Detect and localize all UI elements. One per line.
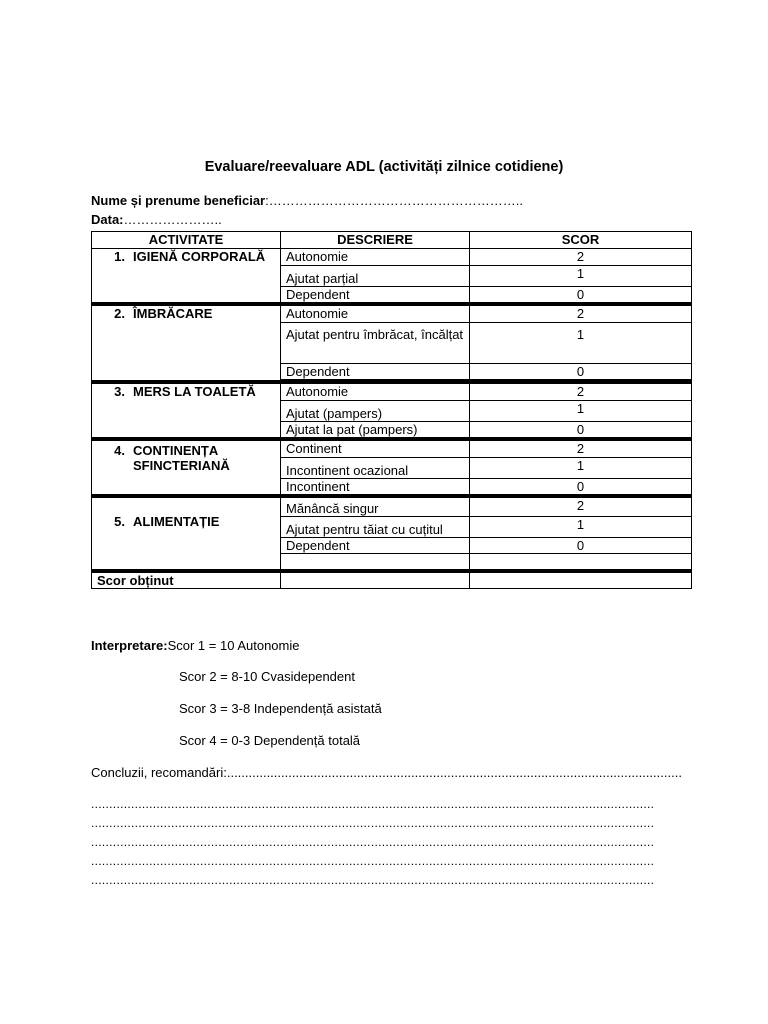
activity-number: 3. xyxy=(114,384,125,399)
date-label: Data: xyxy=(91,212,124,227)
score-cell: 2 xyxy=(470,496,692,517)
description-cell: Autonomie xyxy=(281,382,470,401)
header-activitate: ACTIVITATE xyxy=(92,232,281,249)
activity-label: ÎMBRĂCARE xyxy=(133,306,213,321)
description-cell: Ajutat (pampers) xyxy=(281,401,470,422)
interpretation-text-1: Scor 1 = 10 Autonomie xyxy=(167,638,300,653)
score-cell: 1 xyxy=(470,517,692,538)
activity-cell xyxy=(92,249,281,305)
activity-label: CONTINENȚA SFINCTERIANĂ xyxy=(133,443,230,473)
table-row xyxy=(92,249,692,266)
activity-number: 1. xyxy=(114,249,125,264)
interpretation-line-4: Scor 4 = 0-3 Dependență totală xyxy=(179,733,361,748)
score-cell: 0 xyxy=(470,287,692,305)
activity-label: MERS LA TOALETĂ xyxy=(133,384,256,399)
total-row xyxy=(92,571,692,589)
total-description-cell[interactable] xyxy=(281,571,470,589)
score-cell: 2 xyxy=(470,439,692,458)
table-row xyxy=(92,496,692,517)
interpretation-line-2: Scor 2 = 8-10 Cvasidependent xyxy=(179,669,355,684)
beneficiary-name-field[interactable] xyxy=(91,193,523,208)
total-score-cell[interactable] xyxy=(470,571,692,589)
activity-number: 4. xyxy=(114,443,125,458)
beneficiary-name-dots: :………………………………………………….. xyxy=(265,193,523,208)
score-cell: 0 xyxy=(470,479,692,497)
table-row xyxy=(92,304,692,323)
score-cell: 2 xyxy=(470,304,692,323)
conclusions-line-1[interactable]: ........................................................................................................................................................... xyxy=(91,797,655,811)
conclusions-field[interactable] xyxy=(91,765,682,780)
activity-cell xyxy=(92,439,281,496)
conclusions-dots: .............................................................................................................................. xyxy=(226,765,682,780)
score-cell: 2 xyxy=(470,382,692,401)
activity-label: IGIENĂ CORPORALĂ xyxy=(133,249,266,264)
form-title: Evaluare/reevaluare ADL (activități zilnice cotidiene) xyxy=(204,159,564,175)
description-cell: Dependent xyxy=(281,538,470,554)
description-cell: Autonomie xyxy=(281,249,470,266)
score-cell: 1 xyxy=(470,323,692,364)
table-row xyxy=(92,382,692,401)
table-row xyxy=(92,439,692,458)
date-field[interactable] xyxy=(91,212,222,227)
score-cell: 1 xyxy=(470,458,692,479)
interpretation-label: Interpretare: xyxy=(91,638,168,653)
description-cell: Ajutat pentru tăiat cu cuțitul xyxy=(281,517,470,538)
score-cell: 1 xyxy=(470,266,692,287)
conclusions-line-2[interactable]: ........................................................................................................................................................... xyxy=(91,816,655,830)
conclusions-line-5[interactable]: ........................................................................................................................................................... xyxy=(91,873,655,887)
description-cell: Incontinent xyxy=(281,479,470,497)
conclusions-label: Concluzii, recomandări: xyxy=(91,765,227,780)
score-cell: 0 xyxy=(470,364,692,380)
description-cell: Ajutat la pat (pampers) xyxy=(281,422,470,440)
date-dots: ………………….. xyxy=(123,212,222,227)
description-cell: Ajutat pentru îmbrăcat, încălțat xyxy=(281,323,470,364)
description-cell: Dependent xyxy=(281,364,470,380)
conclusions-line-3[interactable]: ........................................................................................................................................................... xyxy=(91,835,655,849)
description-cell: Mănâncă singur xyxy=(281,496,470,517)
description-cell: Ajutat parțial xyxy=(281,266,470,287)
description-cell: Incontinent ocazional xyxy=(281,458,470,479)
score-cell: 2 xyxy=(470,249,692,266)
conclusions-line-4[interactable]: ........................................................................................................................................................... xyxy=(91,854,655,868)
activity-number: 2. xyxy=(114,306,125,321)
score-cell: 1 xyxy=(470,401,692,422)
activity-cell xyxy=(92,496,281,571)
score-cell: 0 xyxy=(470,422,692,440)
activity-label: ALIMENTAȚIE xyxy=(133,514,220,529)
score-cell[interactable] xyxy=(470,554,692,572)
description-cell: Dependent xyxy=(281,287,470,305)
activity-cell xyxy=(92,304,281,382)
adl-table xyxy=(91,231,692,589)
description-cell: Autonomie xyxy=(281,304,470,323)
header-scor: SCOR xyxy=(470,232,692,249)
score-cell: 0 xyxy=(470,538,692,554)
total-label: Scor obținut xyxy=(92,571,281,589)
description-cell: Continent xyxy=(281,439,470,458)
activity-number: 5. xyxy=(114,514,125,529)
description-cell[interactable] xyxy=(281,554,470,572)
interpretation-line-1 xyxy=(91,638,299,653)
activity-cell xyxy=(92,382,281,439)
beneficiary-name-label: Nume și prenume beneficiar xyxy=(91,193,266,208)
interpretation-line-3: Scor 3 = 3-8 Independență asistată xyxy=(179,701,382,716)
header-descriere: DESCRIERE xyxy=(281,232,470,249)
